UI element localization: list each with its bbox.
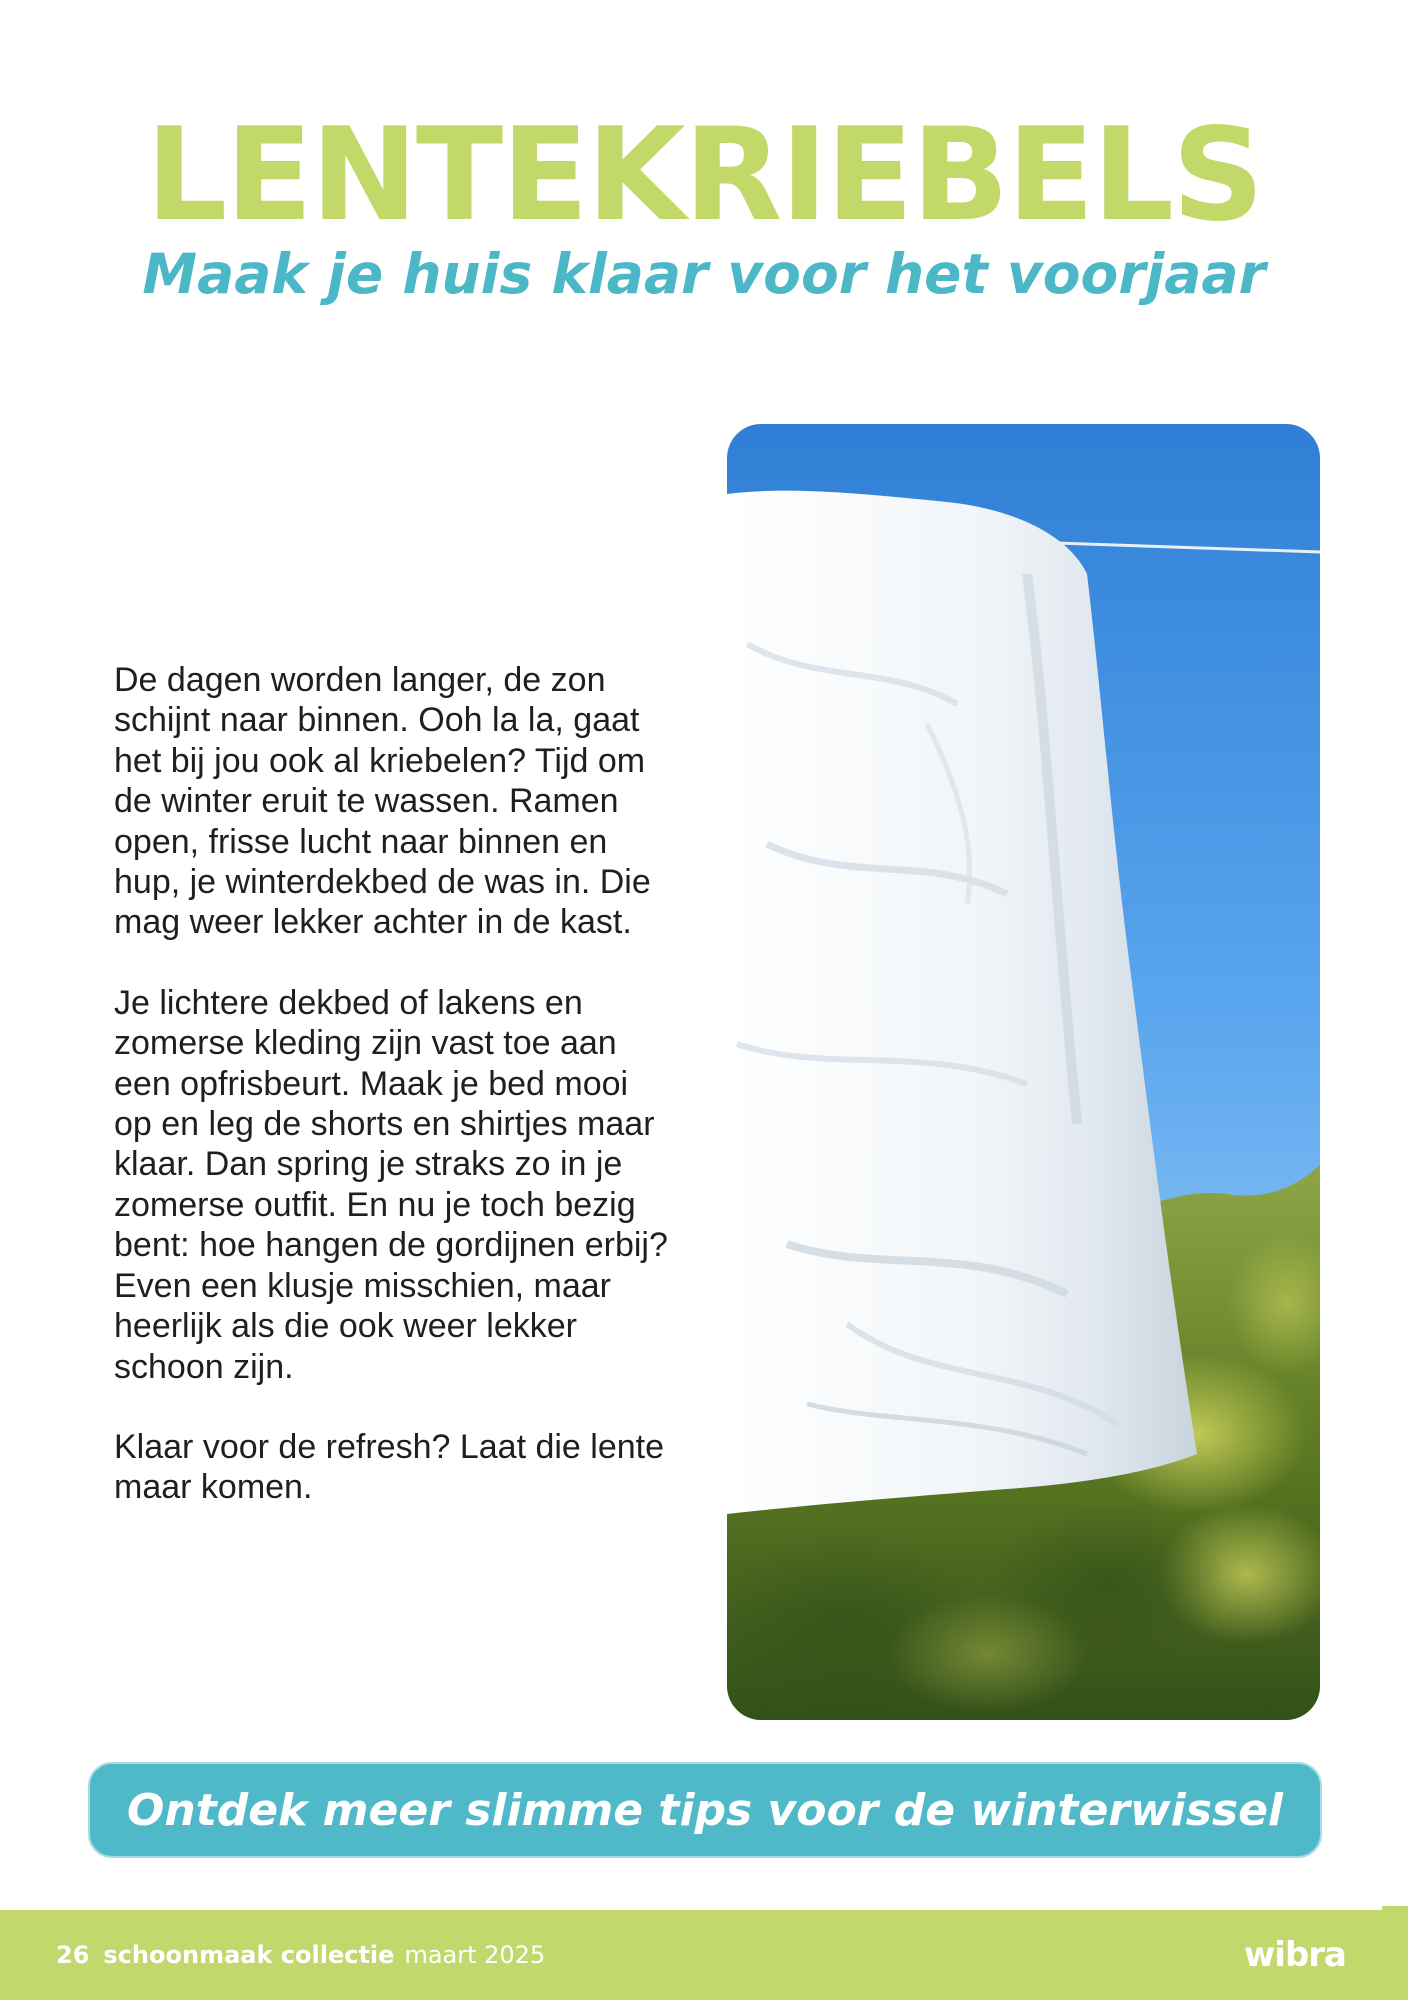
article-paragraph-2: Je lichtere dekbed of lakens en zomerse kleding zijn vast toe aan een opfrisbeurt. Maak je bed mooi op en leg de shorts en shirtjes maar klaar. Dan spring je straks zo in je zomerse outfit. En nu je toch bezig bent: hoe hangen de gordijnen erbij? Even een klusje misschien, maar heerlijk als die ook weer lekker schoon zijn. xyxy=(114,983,668,1386)
footer-tab-decoration xyxy=(1382,1906,1408,1912)
article-paragraph-1: De dagen worden langer, de zon schijnt naar binnen. Ooh la la, gaat het bij jou ook al kriebelen? Tijd om de winter eruit te wassen. Ramen open, frisse lucht naar binnen en hup, je winterdekbed de was in. Die mag weer lekker achter in de kast. xyxy=(114,661,651,942)
page-number: 26 xyxy=(56,1941,90,1969)
duvet-on-clothesline-photo xyxy=(727,424,1320,1720)
article-body xyxy=(114,660,674,1548)
collection-name: schoonmaak collectie xyxy=(103,1941,395,1969)
footer-bar xyxy=(0,1910,1408,2000)
wibra-logo: wibra xyxy=(1243,1935,1346,1975)
article-paragraph-3: Klaar voor de refresh? Laat die lente maar komen. xyxy=(114,1427,665,1507)
discover-more-tips-button[interactable]: Ontdek meer slimme tips voor de winterwissel xyxy=(88,1762,1322,1858)
issue-date: maart 2025 xyxy=(404,1941,546,1969)
footer-info xyxy=(56,1910,545,2000)
page-subtitle: Maak je huis klaar voor het voorjaar xyxy=(142,242,1266,306)
page-title: LENTEKRIEBELS xyxy=(145,101,1263,250)
